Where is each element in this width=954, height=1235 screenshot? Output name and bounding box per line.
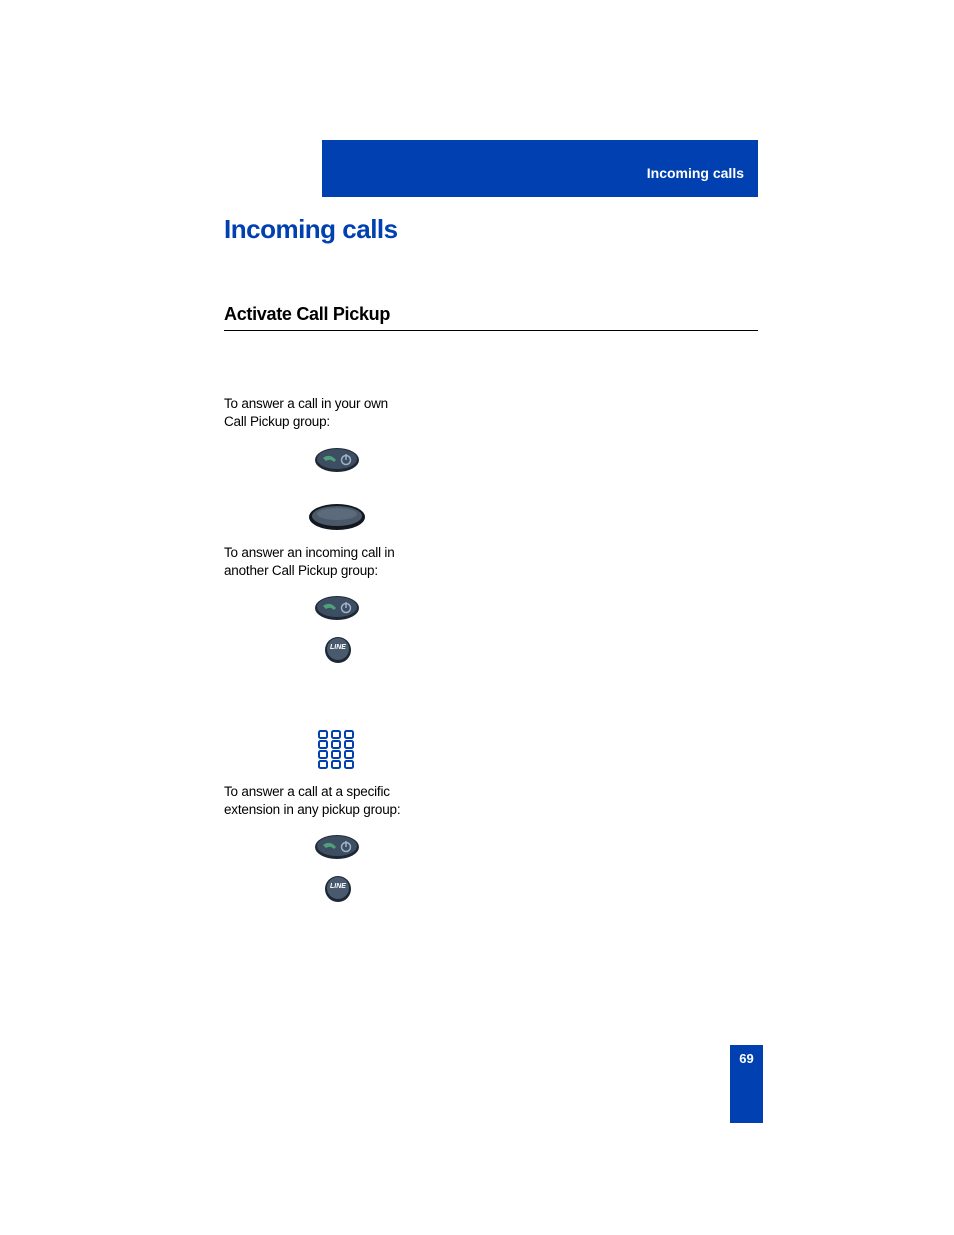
header-section-title: Incoming calls <box>646 165 744 181</box>
oval-soft-key-icon[interactable] <box>308 503 366 531</box>
instruction-specific-extension: To answer a call at a specific extension in any pickup group: <box>224 784 401 817</box>
page-number: 69 <box>739 1051 754 1066</box>
instruction-other-group: To answer an incoming call in another Call Pickup group: <box>224 545 395 578</box>
handsfree-key-icon[interactable] <box>314 447 360 473</box>
page-number-tab <box>730 1045 763 1123</box>
handsfree-key-icon[interactable] <box>314 595 360 621</box>
section-heading: Activate Call Pickup <box>224 304 391 324</box>
line-key-icon[interactable] <box>324 875 352 903</box>
header-bar <box>322 140 758 197</box>
page-title: Incoming calls <box>224 214 398 244</box>
dialpad-icon[interactable] <box>317 729 357 770</box>
instruction-own-group: To answer a call in your own Call Pickup group: <box>224 396 388 429</box>
line-key-label: LINE <box>330 883 346 890</box>
line-key-label: LINE <box>330 644 346 651</box>
section-divider <box>224 330 758 331</box>
handsfree-key-icon[interactable] <box>314 834 360 860</box>
line-key-icon[interactable] <box>324 636 352 664</box>
